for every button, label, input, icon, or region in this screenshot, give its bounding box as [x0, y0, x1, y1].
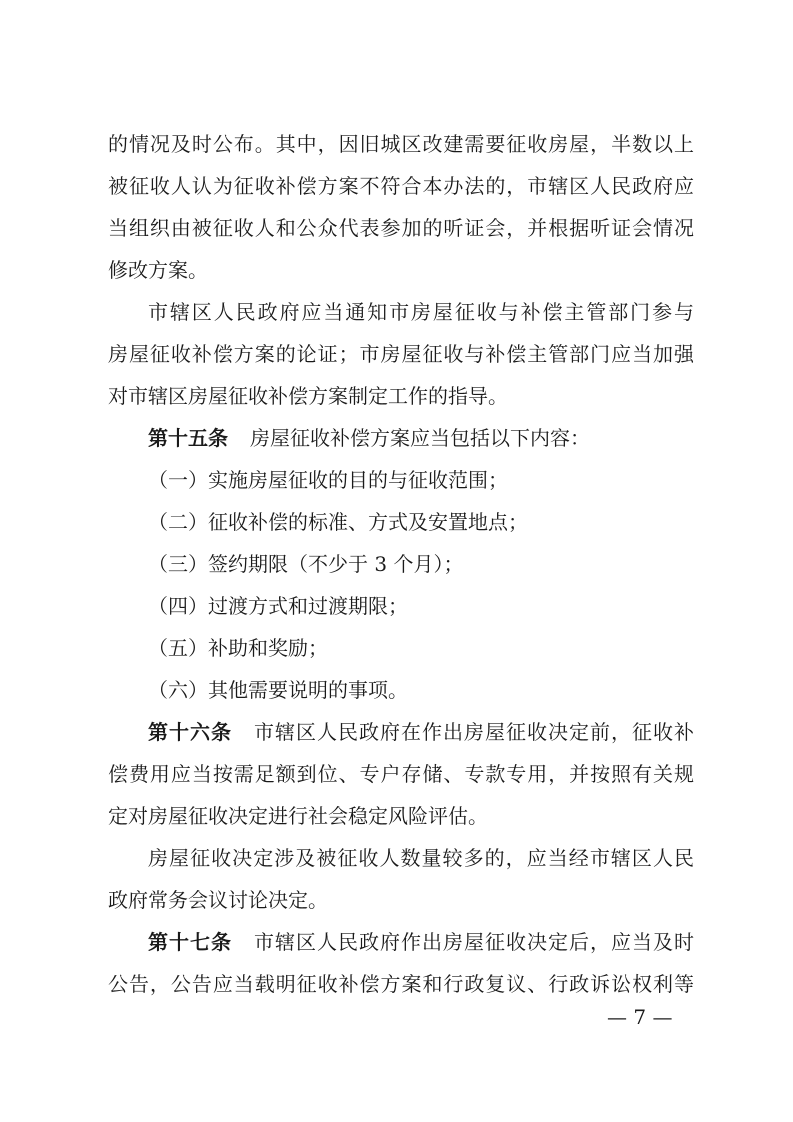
paragraph-line: 对市辖区房屋征收补偿方案制定工作的指导。 [108, 384, 508, 408]
paragraph-line: 房屋征收补偿方案的论证；市房屋征收与补偿主管部门应当加强 [108, 342, 694, 366]
list-item: （四）过渡方式和过渡期限； [148, 594, 408, 618]
paragraph-line: 房屋征收决定涉及被征收人数量较多的，应当经市辖区人民 [148, 846, 694, 870]
article-text: 市辖区人民政府作出房屋征收决定后，应当及时 [254, 930, 694, 954]
paragraph-line: 偿费用应当按需足额到位、专户存储、专款专用，并按照有关规 [108, 762, 694, 786]
article-17 [148, 929, 694, 955]
paragraph-line: 政府常务会议讨论决定。 [108, 888, 328, 912]
article-16 [148, 719, 694, 745]
paragraph-line: 修改方案。 [108, 258, 208, 282]
page-number: — 7 — [607, 1005, 673, 1029]
paragraph-line: 的情况及时公布。其中，因旧城区改建需要征收房屋，半数以上 [108, 132, 694, 156]
list-item: （一）实施房屋征收的目的与征收范围； [148, 468, 508, 492]
paragraph-line: 定对房屋征收决定进行社会稳定风险评估。 [108, 804, 488, 828]
article-heading: 第十七条 [148, 930, 232, 954]
paragraph-line: 被征收人认为征收补偿方案不符合本办法的，市辖区人民政府应 [108, 174, 694, 198]
paragraph-line: 当组织由被征收人和公众代表参加的听证会，并根据听证会情况 [108, 216, 694, 240]
list-item: （五）补助和奖励； [148, 636, 328, 660]
article-text: 市辖区人民政府在作出房屋征收决定前，征收补 [254, 720, 694, 744]
article-heading: 第十六条 [148, 720, 232, 744]
paragraph-line: 公告，公告应当载明征收补偿方案和行政复议、行政诉讼权利等 [108, 972, 694, 996]
list-item: （三）签约期限（不少于 3 个月）； [148, 552, 464, 576]
article-15 [148, 425, 694, 451]
list-item: （二）征收补偿的标准、方式及安置地点； [148, 510, 528, 534]
article-text: 房屋征收补偿方案应当包括以下内容： [250, 426, 590, 450]
list-item: （六）其他需要说明的事项。 [148, 678, 408, 702]
article-heading: 第十五条 [148, 426, 228, 450]
paragraph-line: 市辖区人民政府应当通知市房屋征收与补偿主管部门参与 [148, 300, 694, 324]
